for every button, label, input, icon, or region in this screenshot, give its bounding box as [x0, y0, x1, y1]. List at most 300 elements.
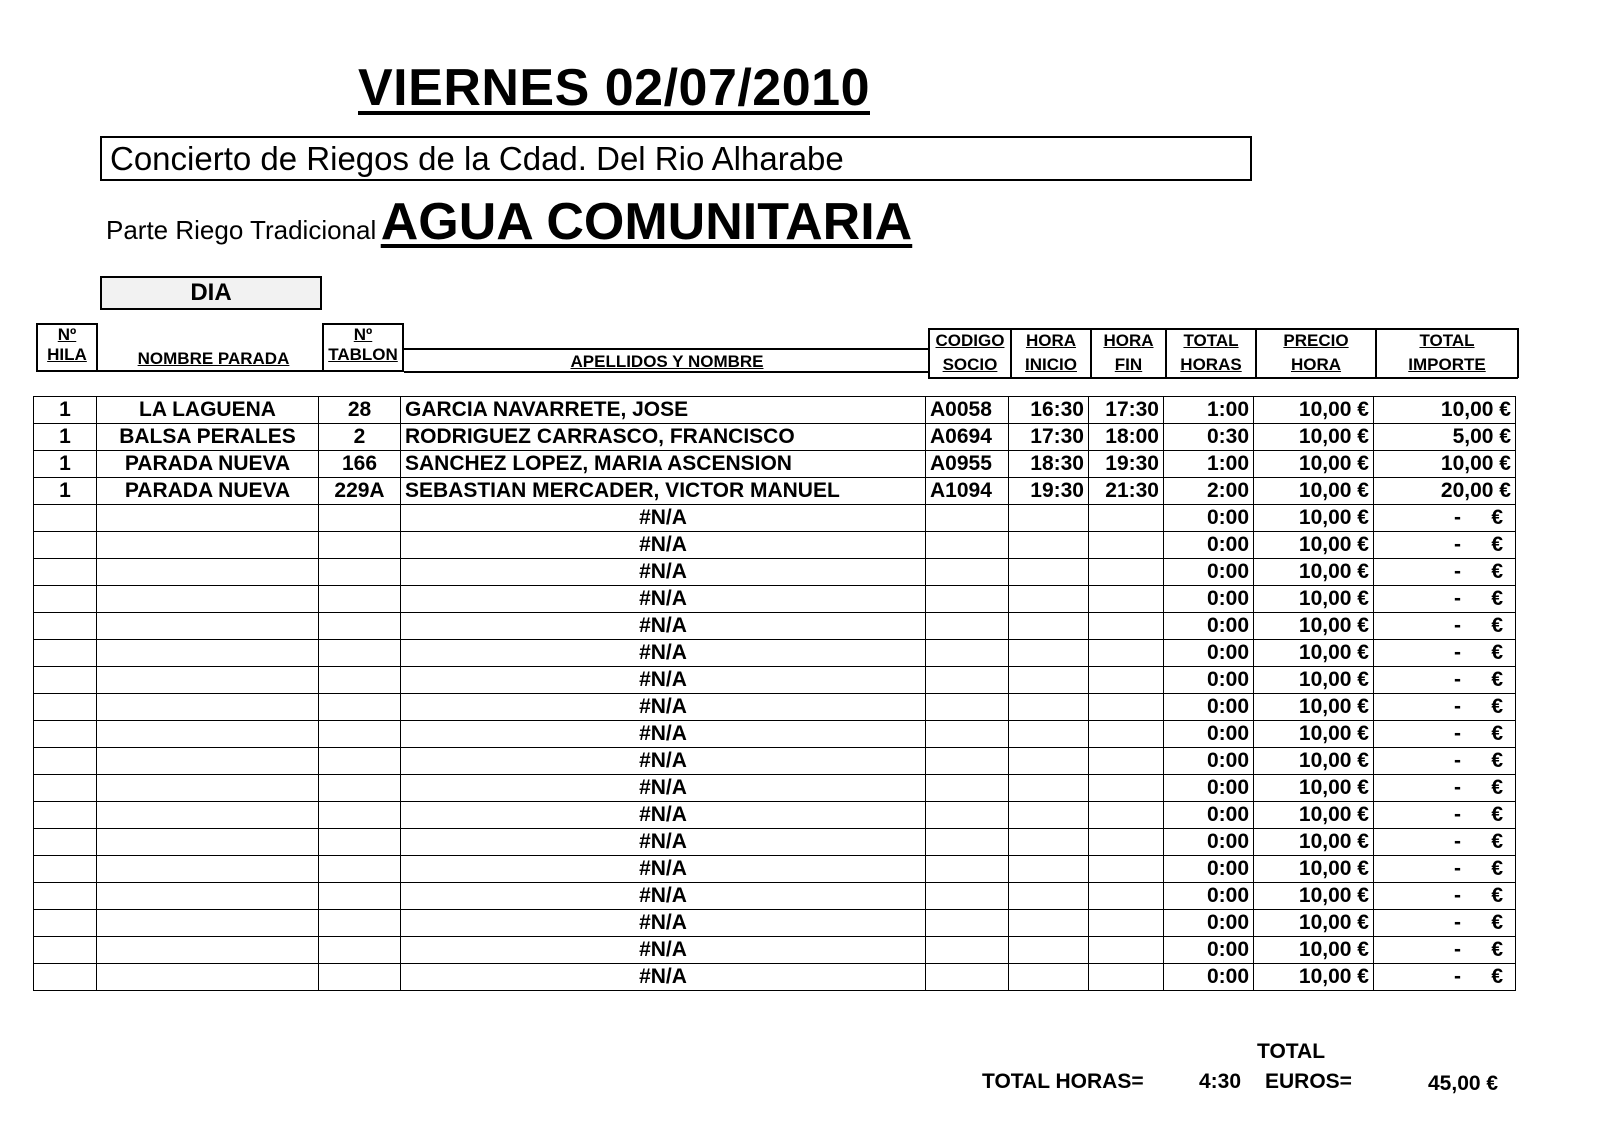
- cell-total-importe: [1374, 532, 1516, 559]
- table-row: [34, 559, 1516, 586]
- cell-hora-inicio: [1009, 667, 1089, 694]
- cell-total-importe: [1374, 829, 1516, 856]
- importe-currency: €: [1491, 560, 1503, 583]
- cell-hora-fin: [1089, 721, 1164, 748]
- cell-hora-fin: [1089, 856, 1164, 883]
- cell-tablon: [319, 748, 401, 775]
- cell-hora-inicio: [1009, 721, 1089, 748]
- importe-currency: €: [1491, 506, 1503, 529]
- cell-nombre-parada: [97, 775, 319, 802]
- cell-codigo-socio: [926, 694, 1009, 721]
- cell-total-importe: [1374, 640, 1516, 667]
- table-row: [34, 397, 1516, 424]
- cell-total-importe: 10,00 €: [1374, 451, 1516, 478]
- cell-hila: [34, 910, 97, 937]
- cell-apellidos-nombre: #N/A: [401, 586, 926, 613]
- cell-apellidos-nombre: #N/A: [401, 937, 926, 964]
- cell-hila: [34, 532, 97, 559]
- cell-nombre-parada: PARADA NUEVA: [97, 478, 319, 505]
- cell-nombre-parada: [97, 802, 319, 829]
- cell-precio-hora: 10,00 €: [1254, 856, 1374, 883]
- cell-hora-fin: [1089, 532, 1164, 559]
- header-hila: Nº HILA: [36, 323, 98, 371]
- cell-apellidos-nombre: #N/A: [401, 802, 926, 829]
- cell-precio-hora: 10,00 €: [1254, 613, 1374, 640]
- cell-apellidos-nombre: SEBASTIAN MERCADER, VICTOR MANUEL: [401, 478, 926, 505]
- table-row: [34, 883, 1516, 910]
- cell-apellidos-nombre: #N/A: [401, 883, 926, 910]
- table-row: [34, 964, 1516, 991]
- table-row: [34, 775, 1516, 802]
- cell-hora-inicio: [1009, 829, 1089, 856]
- cell-total-importe: [1374, 721, 1516, 748]
- cell-tablon: [319, 667, 401, 694]
- cell-total-horas: 0:00: [1164, 829, 1254, 856]
- cell-nombre-parada: [97, 721, 319, 748]
- cell-hora-inicio: [1009, 559, 1089, 586]
- cell-tablon: [319, 694, 401, 721]
- importe-dash: -: [1454, 884, 1461, 907]
- cell-precio-hora: 10,00 €: [1254, 478, 1374, 505]
- header-hora-inicio: HORA INICIO: [1025, 331, 1077, 374]
- importe-dash: -: [1454, 857, 1461, 880]
- importe-currency: €: [1491, 911, 1503, 934]
- cell-total-horas: 0:00: [1164, 856, 1254, 883]
- cell-codigo-socio: [926, 613, 1009, 640]
- importe-dash: -: [1454, 722, 1461, 745]
- cell-nombre-parada: [97, 559, 319, 586]
- cell-precio-hora: 10,00 €: [1254, 424, 1374, 451]
- table-row: [34, 856, 1516, 883]
- cell-hora-fin: [1089, 505, 1164, 532]
- cell-total-importe: [1374, 964, 1516, 991]
- cell-hora-inicio: [1009, 910, 1089, 937]
- cell-precio-hora: 10,00 €: [1254, 451, 1374, 478]
- cell-total-horas: 0:00: [1164, 505, 1254, 532]
- importe-dash: -: [1454, 641, 1461, 664]
- cell-tablon: [319, 559, 401, 586]
- cell-hora-inicio: [1009, 586, 1089, 613]
- cell-hila: [34, 505, 97, 532]
- cell-total-importe: [1374, 802, 1516, 829]
- cell-codigo-socio: A0694: [926, 424, 1009, 451]
- cell-total-horas: 0:00: [1164, 802, 1254, 829]
- cell-total-importe: [1374, 559, 1516, 586]
- table-row: [34, 532, 1516, 559]
- cell-precio-hora: 10,00 €: [1254, 802, 1374, 829]
- header-apellidos: APELLIDOS Y NOMBRE: [570, 352, 764, 371]
- cell-apellidos-nombre: #N/A: [401, 910, 926, 937]
- cell-codigo-socio: [926, 856, 1009, 883]
- cell-codigo-socio: [926, 721, 1009, 748]
- cell-hora-inicio: [1009, 964, 1089, 991]
- cell-total-horas: 0:00: [1164, 964, 1254, 991]
- importe-currency: €: [1491, 857, 1503, 880]
- cell-precio-hora: 10,00 €: [1254, 748, 1374, 775]
- importe-currency: €: [1491, 614, 1503, 637]
- cell-nombre-parada: [97, 694, 319, 721]
- cell-precio-hora: 10,00 €: [1254, 883, 1374, 910]
- cell-hora-inicio: 19:30: [1009, 478, 1089, 505]
- cell-tablon: [319, 910, 401, 937]
- total-horas-value: 4:30: [1199, 1070, 1242, 1093]
- cell-tablon: [319, 613, 401, 640]
- cell-nombre-parada: [97, 613, 319, 640]
- cell-total-horas: 0:00: [1164, 532, 1254, 559]
- cell-total-importe: 5,00 €: [1374, 424, 1516, 451]
- cell-apellidos-nombre: #N/A: [401, 748, 926, 775]
- importe-currency: €: [1491, 749, 1503, 772]
- importe-dash: -: [1454, 668, 1461, 691]
- cell-codigo-socio: A0955: [926, 451, 1009, 478]
- cell-codigo-socio: [926, 748, 1009, 775]
- cell-codigo-socio: [926, 802, 1009, 829]
- cell-codigo-socio: [926, 586, 1009, 613]
- cell-tablon: 2: [319, 424, 401, 451]
- cell-hora-fin: 18:00: [1089, 424, 1164, 451]
- cell-total-horas: 2:00: [1164, 478, 1254, 505]
- cell-hora-inicio: 18:30: [1009, 451, 1089, 478]
- cell-apellidos-nombre: RODRIGUEZ CARRASCO, FRANCISCO: [401, 424, 926, 451]
- cell-tablon: [319, 829, 401, 856]
- header-tablon: Nº TABLON: [322, 323, 404, 371]
- cell-hila: [34, 694, 97, 721]
- cell-nombre-parada: LA LAGUENA: [97, 397, 319, 424]
- cell-hila: [34, 640, 97, 667]
- cell-codigo-socio: [926, 775, 1009, 802]
- cell-total-importe: [1374, 775, 1516, 802]
- cell-total-horas: 0:00: [1164, 640, 1254, 667]
- header-total-horas: TOTAL HORAS: [1180, 331, 1242, 374]
- cell-nombre-parada: [97, 829, 319, 856]
- cell-tablon: [319, 775, 401, 802]
- importe-dash: -: [1454, 911, 1461, 934]
- table-row: [34, 478, 1516, 505]
- cell-total-horas: 0:00: [1164, 559, 1254, 586]
- importe-dash: -: [1454, 830, 1461, 853]
- cell-apellidos-nombre: #N/A: [401, 532, 926, 559]
- cell-precio-hora: 10,00 €: [1254, 397, 1374, 424]
- cell-precio-hora: 10,00 €: [1254, 532, 1374, 559]
- cell-apellidos-nombre: #N/A: [401, 559, 926, 586]
- cell-precio-hora: 10,00 €: [1254, 694, 1374, 721]
- cell-hora-fin: [1089, 640, 1164, 667]
- cell-tablon: [319, 721, 401, 748]
- cell-apellidos-nombre: #N/A: [401, 505, 926, 532]
- cell-total-importe: 20,00 €: [1374, 478, 1516, 505]
- dia-box: DIA: [100, 276, 322, 310]
- cell-precio-hora: 10,00 €: [1254, 910, 1374, 937]
- cell-total-horas: 0:00: [1164, 721, 1254, 748]
- cell-precio-hora: 10,00 €: [1254, 559, 1374, 586]
- cell-codigo-socio: [926, 910, 1009, 937]
- cell-apellidos-nombre: #N/A: [401, 721, 926, 748]
- parte-label: Parte Riego Tradicional: [106, 215, 377, 245]
- cell-hila: 1: [34, 451, 97, 478]
- cell-apellidos-nombre: SANCHEZ LOPEZ, MARIA ASCENSION: [401, 451, 926, 478]
- importe-currency: €: [1491, 668, 1503, 691]
- cell-hila: [34, 802, 97, 829]
- cell-hila: [34, 586, 97, 613]
- cell-hora-fin: 19:30: [1089, 451, 1164, 478]
- cell-codigo-socio: [926, 505, 1009, 532]
- importe-dash: -: [1454, 749, 1461, 772]
- cell-precio-hora: 10,00 €: [1254, 937, 1374, 964]
- cell-nombre-parada: [97, 505, 319, 532]
- cell-hora-inicio: [1009, 748, 1089, 775]
- cell-nombre-parada: [97, 964, 319, 991]
- cell-precio-hora: 10,00 €: [1254, 505, 1374, 532]
- importe-dash: -: [1454, 560, 1461, 583]
- cell-hora-inicio: [1009, 613, 1089, 640]
- table-row: [34, 424, 1516, 451]
- cell-codigo-socio: [926, 667, 1009, 694]
- cell-hila: [34, 856, 97, 883]
- cell-total-horas: 0:00: [1164, 748, 1254, 775]
- cell-hila: [34, 613, 97, 640]
- cell-hila: [34, 964, 97, 991]
- cell-total-horas: 1:00: [1164, 451, 1254, 478]
- cell-hora-fin: [1089, 613, 1164, 640]
- cell-hila: [34, 667, 97, 694]
- cell-precio-hora: 10,00 €: [1254, 721, 1374, 748]
- cell-hora-inicio: 17:30: [1009, 424, 1089, 451]
- cell-nombre-parada: [97, 667, 319, 694]
- cell-hila: [34, 937, 97, 964]
- cell-hila: [34, 721, 97, 748]
- cell-apellidos-nombre: #N/A: [401, 694, 926, 721]
- cell-hila: 1: [34, 397, 97, 424]
- table-row: [34, 640, 1516, 667]
- table-row: [34, 937, 1516, 964]
- cell-hora-fin: [1089, 802, 1164, 829]
- cell-apellidos-nombre: #N/A: [401, 613, 926, 640]
- cell-total-importe: [1374, 505, 1516, 532]
- cell-hora-inicio: [1009, 694, 1089, 721]
- cell-hora-inicio: [1009, 640, 1089, 667]
- cell-hila: 1: [34, 424, 97, 451]
- importe-currency: €: [1491, 695, 1503, 718]
- importe-currency: €: [1491, 533, 1503, 556]
- cell-nombre-parada: [97, 910, 319, 937]
- importe-currency: €: [1491, 641, 1503, 664]
- cell-hora-inicio: [1009, 775, 1089, 802]
- table-row: [34, 451, 1516, 478]
- importe-dash: -: [1454, 803, 1461, 826]
- header-hora-fin: HORA FIN: [1103, 331, 1154, 374]
- total-horas-label: TOTAL HORAS=: [982, 1070, 1144, 1093]
- importe-dash: -: [1454, 776, 1461, 799]
- cell-nombre-parada: [97, 937, 319, 964]
- cell-hora-inicio: [1009, 802, 1089, 829]
- cell-total-horas: 0:00: [1164, 910, 1254, 937]
- cell-total-horas: 0:30: [1164, 424, 1254, 451]
- cell-apellidos-nombre: #N/A: [401, 856, 926, 883]
- cell-precio-hora: 10,00 €: [1254, 586, 1374, 613]
- importe-currency: €: [1491, 803, 1503, 826]
- subtitle-box: Concierto de Riegos de la Cdad. Del Rio Alharabe: [100, 136, 1252, 181]
- cell-hora-inicio: [1009, 532, 1089, 559]
- header-codigo-socio: CODIGO SOCIO: [935, 331, 1005, 374]
- cell-codigo-socio: [926, 829, 1009, 856]
- cell-tablon: [319, 532, 401, 559]
- cell-hora-fin: [1089, 748, 1164, 775]
- cell-apellidos-nombre: #N/A: [401, 964, 926, 991]
- cell-total-horas: 0:00: [1164, 694, 1254, 721]
- cell-precio-hora: 10,00 €: [1254, 640, 1374, 667]
- cell-nombre-parada: [97, 640, 319, 667]
- cell-tablon: [319, 856, 401, 883]
- table-row: [34, 748, 1516, 775]
- cell-tablon: [319, 883, 401, 910]
- cell-precio-hora: 10,00 €: [1254, 829, 1374, 856]
- cell-total-importe: [1374, 667, 1516, 694]
- importe-dash: -: [1454, 938, 1461, 961]
- table-row: [34, 721, 1516, 748]
- cell-total-importe: [1374, 937, 1516, 964]
- cell-hora-inicio: [1009, 883, 1089, 910]
- table-row: [34, 586, 1516, 613]
- importe-currency: €: [1491, 776, 1503, 799]
- cell-apellidos-nombre: #N/A: [401, 829, 926, 856]
- importe-dash: -: [1454, 695, 1461, 718]
- header-nombre-parada: NOMBRE PARADA: [137, 349, 290, 368]
- cell-precio-hora: 10,00 €: [1254, 667, 1374, 694]
- table-row: [34, 667, 1516, 694]
- cell-tablon: 28: [319, 397, 401, 424]
- cell-hora-inicio: [1009, 937, 1089, 964]
- cell-hora-fin: [1089, 694, 1164, 721]
- cell-codigo-socio: A0058: [926, 397, 1009, 424]
- cell-total-importe: [1374, 910, 1516, 937]
- total-euros-label: EUROS=: [1265, 1070, 1352, 1093]
- irrigation-table: [33, 396, 1516, 991]
- table-row: [34, 613, 1516, 640]
- cell-total-horas: 1:00: [1164, 397, 1254, 424]
- cell-nombre-parada: [97, 586, 319, 613]
- cell-codigo-socio: [926, 883, 1009, 910]
- importe-dash: -: [1454, 614, 1461, 637]
- cell-codigo-socio: [926, 532, 1009, 559]
- cell-hora-fin: [1089, 829, 1164, 856]
- cell-hila: 1: [34, 478, 97, 505]
- cell-precio-hora: 10,00 €: [1254, 775, 1374, 802]
- importe-currency: €: [1491, 830, 1503, 853]
- cell-hora-fin: [1089, 964, 1164, 991]
- cell-tablon: [319, 640, 401, 667]
- cell-total-horas: 0:00: [1164, 775, 1254, 802]
- cell-tablon: 166: [319, 451, 401, 478]
- cell-tablon: [319, 505, 401, 532]
- importe-currency: €: [1491, 965, 1503, 988]
- cell-nombre-parada: [97, 883, 319, 910]
- cell-hora-fin: [1089, 883, 1164, 910]
- table-row: [34, 910, 1516, 937]
- header-total-importe: TOTAL IMPORTE: [1408, 331, 1486, 374]
- cell-codigo-socio: A1094: [926, 478, 1009, 505]
- cell-apellidos-nombre: #N/A: [401, 640, 926, 667]
- importe-dash: -: [1454, 506, 1461, 529]
- cell-tablon: [319, 802, 401, 829]
- cell-total-horas: 0:00: [1164, 613, 1254, 640]
- cell-tablon: [319, 964, 401, 991]
- cell-apellidos-nombre: GARCIA NAVARRETE, JOSE: [401, 397, 926, 424]
- cell-tablon: [319, 586, 401, 613]
- cell-hora-inicio: [1009, 856, 1089, 883]
- cell-hora-inicio: [1009, 505, 1089, 532]
- cell-hora-fin: [1089, 775, 1164, 802]
- parte-title: AGUA COMUNITARIA: [380, 193, 913, 251]
- cell-hora-inicio: 16:30: [1009, 397, 1089, 424]
- cell-hora-fin: [1089, 586, 1164, 613]
- cell-hora-fin: [1089, 910, 1164, 937]
- cell-codigo-socio: [926, 559, 1009, 586]
- table-row: [34, 505, 1516, 532]
- total-euros-value: 45,00 €: [1428, 1072, 1499, 1095]
- cell-nombre-parada: [97, 748, 319, 775]
- cell-nombre-parada: BALSA PERALES: [97, 424, 319, 451]
- cell-total-horas: 0:00: [1164, 883, 1254, 910]
- total-euros-label-top: TOTAL: [1257, 1040, 1326, 1063]
- cell-hora-fin: [1089, 559, 1164, 586]
- importe-dash: -: [1454, 533, 1461, 556]
- cell-total-importe: [1374, 856, 1516, 883]
- cell-codigo-socio: [926, 964, 1009, 991]
- table-row: [34, 802, 1516, 829]
- cell-total-importe: [1374, 748, 1516, 775]
- parte-heading: [106, 192, 912, 252]
- cell-hora-fin: [1089, 937, 1164, 964]
- cell-apellidos-nombre: #N/A: [401, 667, 926, 694]
- cell-total-importe: 10,00 €: [1374, 397, 1516, 424]
- cell-codigo-socio: [926, 937, 1009, 964]
- importe-dash: -: [1454, 965, 1461, 988]
- cell-nombre-parada: PARADA NUEVA: [97, 451, 319, 478]
- cell-tablon: 229A: [319, 478, 401, 505]
- table-row: [34, 829, 1516, 856]
- page-title: VIERNES 02/07/2010: [358, 59, 870, 117]
- cell-hila: [34, 829, 97, 856]
- cell-hila: [34, 559, 97, 586]
- cell-codigo-socio: [926, 640, 1009, 667]
- cell-nombre-parada: [97, 532, 319, 559]
- cell-hora-fin: 21:30: [1089, 478, 1164, 505]
- header-precio-hora: PRECIO HORA: [1283, 331, 1349, 374]
- cell-tablon: [319, 937, 401, 964]
- cell-total-horas: 0:00: [1164, 667, 1254, 694]
- cell-hila: [34, 883, 97, 910]
- cell-apellidos-nombre: #N/A: [401, 775, 926, 802]
- cell-total-importe: [1374, 883, 1516, 910]
- cell-nombre-parada: [97, 856, 319, 883]
- cell-hila: [34, 775, 97, 802]
- cell-total-horas: 0:00: [1164, 937, 1254, 964]
- importe-currency: €: [1491, 722, 1503, 745]
- importe-currency: €: [1491, 587, 1503, 610]
- cell-precio-hora: 10,00 €: [1254, 964, 1374, 991]
- cell-total-importe: [1374, 586, 1516, 613]
- cell-total-importe: [1374, 694, 1516, 721]
- cell-hora-fin: 17:30: [1089, 397, 1164, 424]
- cell-hila: [34, 748, 97, 775]
- importe-dash: -: [1454, 587, 1461, 610]
- table-row: [34, 694, 1516, 721]
- cell-total-horas: 0:00: [1164, 586, 1254, 613]
- importe-currency: €: [1491, 884, 1503, 907]
- cell-total-importe: [1374, 613, 1516, 640]
- importe-currency: €: [1491, 938, 1503, 961]
- cell-hora-fin: [1089, 667, 1164, 694]
